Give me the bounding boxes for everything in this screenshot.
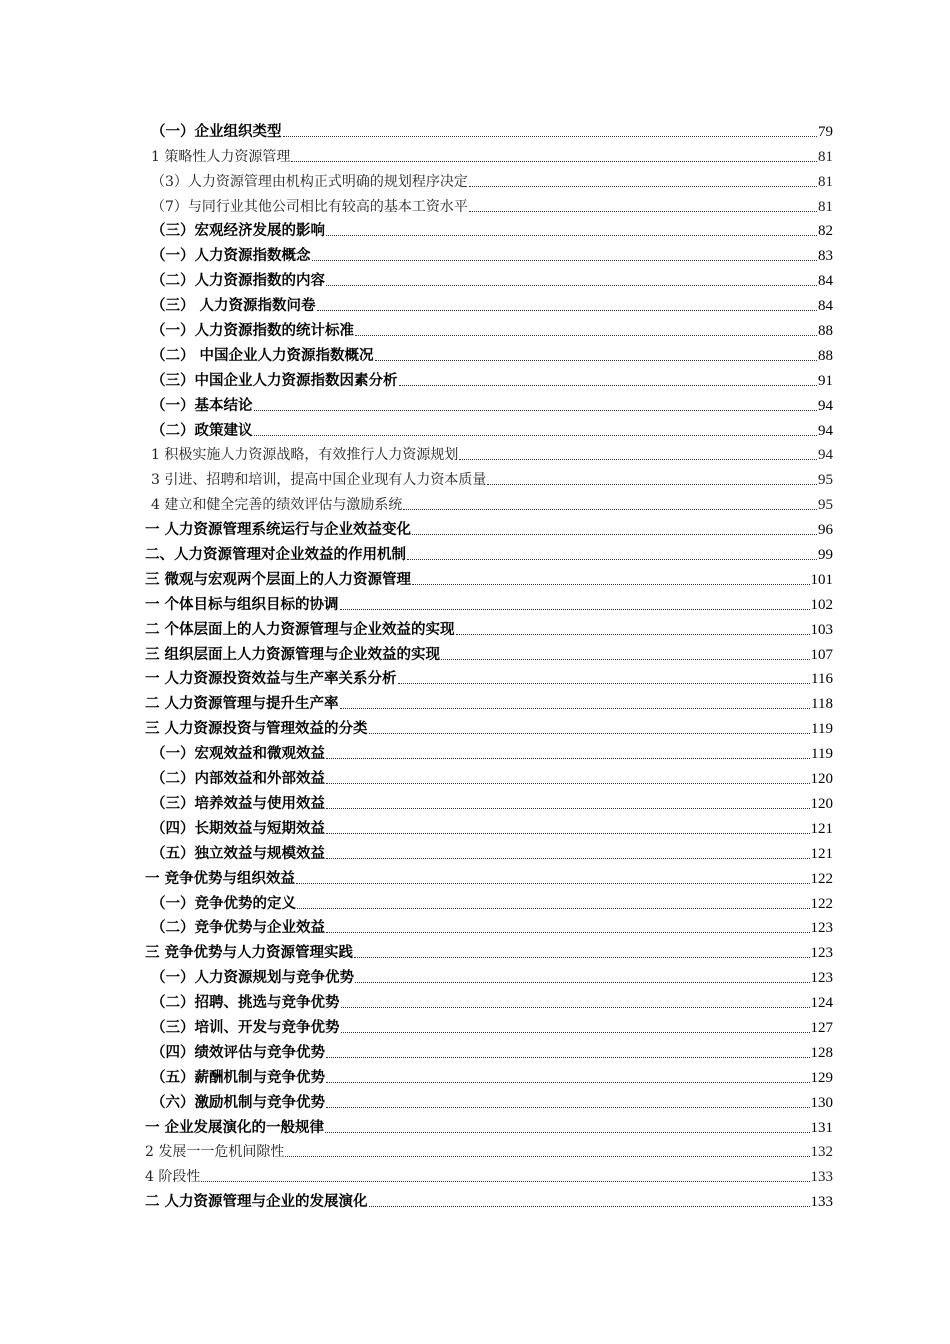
toc-entry-label: 2 发展一一危机间隙性 bbox=[145, 1144, 285, 1161]
toc-dot-leader bbox=[375, 360, 817, 361]
toc-dot-leader bbox=[354, 957, 809, 958]
toc-entry-page-number: 119 bbox=[811, 721, 833, 738]
toc-entry-page-number: 101 bbox=[810, 571, 833, 588]
toc-dot-leader bbox=[469, 211, 817, 212]
toc-entry-page-number: 130 bbox=[810, 1094, 833, 1111]
toc-dot-leader bbox=[326, 932, 810, 933]
toc-entry-page-number: 123 bbox=[810, 945, 833, 962]
toc-entry-page-number: 83 bbox=[818, 248, 833, 265]
toc-dot-leader bbox=[403, 509, 817, 510]
toc-entry[interactable] bbox=[145, 937, 833, 962]
toc-entry-page-number: 122 bbox=[810, 870, 833, 887]
toc-dot-leader bbox=[355, 982, 810, 983]
toc-entry-label: 三 组织层面上人力资源管理与企业效益的实现 bbox=[145, 646, 441, 663]
toc-entry-page-number: 81 bbox=[818, 173, 833, 190]
toc-entry[interactable] bbox=[145, 390, 833, 415]
toc-entry-page-number: 103 bbox=[810, 621, 833, 638]
toc-entry-label: 三 人力资源投资与管理效益的分类 bbox=[145, 721, 368, 738]
toc-dot-leader bbox=[297, 908, 810, 909]
toc-entry-page-number: 94 bbox=[818, 447, 833, 464]
toc-entry-page-number: 107 bbox=[810, 646, 833, 663]
toc-entry-label: （一）人力资源指数概念 bbox=[151, 248, 311, 265]
toc-entry-label: （五）薪酬机制与竞争优势 bbox=[151, 1069, 325, 1086]
toc-entry-label: 三 微观与宏观两个层面上的人力资源管理 bbox=[145, 571, 412, 588]
toc-entry-label: 4 建立和健全完善的绩效评估与激励系统 bbox=[151, 497, 403, 514]
toc-entry-page-number: 102 bbox=[810, 596, 833, 613]
toc-entry-label: （二）政策建议 bbox=[151, 422, 253, 439]
toc-dot-leader bbox=[369, 1206, 810, 1207]
toc-entry-page-number: 129 bbox=[810, 1069, 833, 1086]
toc-entry-page-number: 88 bbox=[818, 347, 833, 364]
toc-entry-page-number: 132 bbox=[810, 1144, 833, 1161]
toc-dot-leader bbox=[326, 235, 817, 236]
toc-entry[interactable] bbox=[145, 315, 833, 340]
toc-entry-page-number: 120 bbox=[810, 795, 833, 812]
toc-entry-page-number: 94 bbox=[818, 397, 833, 414]
toc-entry[interactable] bbox=[145, 788, 833, 813]
toc-entry[interactable] bbox=[145, 1137, 833, 1162]
toc-entry-label: 一 个体目标与组织目标的协调 bbox=[145, 596, 339, 613]
toc-entry[interactable] bbox=[145, 838, 833, 863]
toc-entry-page-number: 84 bbox=[818, 273, 833, 290]
toc-dot-leader bbox=[399, 385, 818, 386]
toc-dot-leader bbox=[254, 435, 818, 436]
toc-dot-leader bbox=[285, 1156, 809, 1157]
toc-entry[interactable] bbox=[145, 863, 833, 888]
toc-entry[interactable] bbox=[145, 664, 833, 689]
toc-entry[interactable] bbox=[145, 1112, 833, 1137]
toc-entry-label: （一）竞争优势的定义 bbox=[151, 895, 296, 912]
toc-dot-leader bbox=[326, 285, 817, 286]
toc-dot-leader bbox=[254, 410, 818, 411]
toc-entry[interactable] bbox=[145, 589, 833, 614]
toc-entry[interactable] bbox=[145, 1037, 833, 1062]
toc-entry[interactable] bbox=[145, 191, 833, 216]
toc-entry[interactable] bbox=[145, 639, 833, 664]
toc-entry-label: （二）内部效益和外部效益 bbox=[151, 771, 325, 788]
toc-entry-label: （三）宏观经济发展的影响 bbox=[151, 223, 325, 240]
toc-entry-page-number: 88 bbox=[818, 323, 833, 340]
toc-dot-leader bbox=[340, 609, 810, 610]
toc-entry-label: （四）长期效益与短期效益 bbox=[151, 820, 325, 837]
toc-dot-leader bbox=[326, 1057, 810, 1058]
toc-entry[interactable] bbox=[145, 539, 833, 564]
toc-entry-label: （3）人力资源管理由机构正式明确的规划程序决定 bbox=[151, 173, 468, 190]
toc-dot-leader bbox=[487, 484, 817, 485]
toc-entry-label: 1 策略性人力资源管理 bbox=[151, 148, 291, 165]
toc-dot-leader bbox=[341, 1032, 810, 1033]
toc-dot-leader bbox=[326, 833, 810, 834]
toc-entry[interactable] bbox=[145, 614, 833, 639]
toc-entry[interactable] bbox=[145, 116, 833, 141]
toc-dot-leader bbox=[469, 186, 817, 187]
toc-entry-label: （五）独立效益与规模效益 bbox=[151, 845, 325, 862]
toc-entry-label: （三） 人力资源指数问卷 bbox=[151, 298, 316, 315]
toc-entry[interactable] bbox=[145, 564, 833, 589]
toc-entry-page-number: 91 bbox=[818, 372, 833, 389]
toc-dot-leader bbox=[459, 459, 817, 460]
toc-entry[interactable] bbox=[145, 1161, 833, 1186]
toc-entry[interactable] bbox=[145, 888, 833, 913]
toc-entry[interactable] bbox=[145, 340, 833, 365]
toc-entry-page-number: 133 bbox=[810, 1194, 833, 1211]
toc-entry-page-number: 118 bbox=[811, 696, 833, 713]
toc-dot-leader bbox=[326, 783, 810, 784]
toc-entry-label: （一）人力资源指数的统计标准 bbox=[151, 323, 354, 340]
toc-dot-leader bbox=[412, 584, 809, 585]
toc-entry[interactable] bbox=[145, 962, 833, 987]
toc-entry[interactable] bbox=[145, 1062, 833, 1087]
toc-dot-leader bbox=[296, 883, 809, 884]
toc-entry-label: （三）培养效益与使用效益 bbox=[151, 795, 325, 812]
toc-entry-label: 二 人力资源管理与提升生产率 bbox=[145, 696, 339, 713]
toc-dot-leader bbox=[312, 260, 818, 261]
toc-entry-page-number: 95 bbox=[818, 497, 833, 514]
toc-dot-leader bbox=[441, 659, 809, 660]
toc-entry-page-number: 99 bbox=[818, 547, 833, 564]
toc-dot-leader bbox=[326, 808, 810, 809]
toc-entry-page-number: 116 bbox=[811, 671, 833, 688]
toc-entry-label: （一）企业组织类型 bbox=[151, 123, 282, 140]
toc-entry-page-number: 128 bbox=[810, 1044, 833, 1061]
toc-dot-leader bbox=[355, 335, 817, 336]
toc-entry-page-number: 127 bbox=[810, 1019, 833, 1036]
toc-entry-label: （一）宏观效益和微观效益 bbox=[151, 746, 325, 763]
toc-dot-leader bbox=[326, 758, 810, 759]
toc-dot-leader bbox=[326, 1082, 810, 1083]
toc-entry[interactable] bbox=[145, 265, 833, 290]
toc-entry[interactable] bbox=[145, 987, 833, 1012]
toc-dot-leader bbox=[317, 310, 817, 311]
toc-entry[interactable] bbox=[145, 763, 833, 788]
toc-entry[interactable] bbox=[145, 365, 833, 390]
toc-entry[interactable] bbox=[145, 216, 833, 241]
toc-entry[interactable] bbox=[145, 1087, 833, 1112]
toc-entry-page-number: 95 bbox=[818, 472, 833, 489]
toc-entry-label: （一）人力资源规划与竞争优势 bbox=[151, 970, 354, 987]
toc-entry[interactable] bbox=[145, 464, 833, 489]
toc-entry[interactable] bbox=[145, 514, 833, 539]
toc-dot-leader bbox=[283, 136, 818, 137]
table-of-contents bbox=[145, 116, 833, 1211]
toc-entry-label: 二、人力资源管理对企业效益的作用机制 bbox=[145, 547, 406, 564]
toc-entry[interactable] bbox=[145, 738, 833, 763]
toc-entry[interactable] bbox=[145, 240, 833, 265]
toc-entry[interactable] bbox=[145, 1012, 833, 1037]
toc-entry-page-number: 133 bbox=[810, 1169, 833, 1186]
toc-entry-label: 三 竞争优势与人力资源管理实践 bbox=[145, 945, 354, 962]
toc-dot-leader bbox=[456, 634, 810, 635]
toc-entry-page-number: 123 bbox=[810, 920, 833, 937]
toc-entry-page-number: 124 bbox=[810, 995, 833, 1012]
toc-entry-label: （二） 中国企业人力资源指数概况 bbox=[151, 347, 374, 364]
toc-entry[interactable] bbox=[145, 415, 833, 440]
toc-dot-leader bbox=[325, 1132, 809, 1133]
toc-entry-label: （二）人力资源指数的内容 bbox=[151, 273, 325, 290]
toc-entry-label: 一 企业发展演化的一般规律 bbox=[145, 1119, 325, 1136]
toc-entry[interactable] bbox=[145, 813, 833, 838]
toc-entry-page-number: 120 bbox=[810, 771, 833, 788]
toc-entry[interactable] bbox=[145, 166, 833, 191]
toc-entry-page-number: 122 bbox=[810, 895, 833, 912]
toc-entry[interactable] bbox=[145, 290, 833, 315]
toc-entry-label: 1 积极实施人力资源战略，有效推行人力资源规划 bbox=[151, 447, 459, 464]
toc-entry-page-number: 119 bbox=[811, 746, 833, 763]
toc-dot-leader bbox=[326, 858, 810, 859]
toc-entry[interactable] bbox=[145, 913, 833, 938]
toc-entry[interactable] bbox=[145, 489, 833, 514]
toc-entry-page-number: 121 bbox=[810, 820, 833, 837]
toc-dot-leader bbox=[291, 161, 817, 162]
toc-entry-page-number: 121 bbox=[810, 845, 833, 862]
toc-entry[interactable] bbox=[145, 440, 833, 465]
toc-entry-page-number: 94 bbox=[818, 422, 833, 439]
toc-entry-page-number: 123 bbox=[810, 970, 833, 987]
toc-dot-leader bbox=[407, 559, 817, 560]
toc-entry-label: （三）培训、开发与竞争优势 bbox=[151, 1019, 340, 1036]
toc-dot-leader bbox=[201, 1181, 809, 1182]
toc-entry-page-number: 131 bbox=[810, 1119, 833, 1136]
toc-entry-label: 4 阶段性 bbox=[145, 1169, 201, 1186]
toc-entry-label: 二 人力资源管理与企业的发展演化 bbox=[145, 1194, 368, 1211]
toc-entry-label: （7）与同行业其他公司相比有较高的基本工资水平 bbox=[151, 198, 468, 215]
toc-entry-label: （二）招聘、挑选与竞争优势 bbox=[151, 995, 340, 1012]
toc-entry[interactable] bbox=[145, 688, 833, 713]
toc-dot-leader bbox=[326, 1107, 810, 1108]
toc-entry-page-number: 96 bbox=[818, 522, 833, 539]
toc-entry[interactable] bbox=[145, 1186, 833, 1211]
toc-dot-leader bbox=[398, 683, 811, 684]
toc-entry-label: （三）中国企业人力资源指数因素分析 bbox=[151, 372, 398, 389]
toc-entry-page-number: 84 bbox=[818, 298, 833, 315]
toc-entry-label: 3 引进、招聘和培训，提高中国企业现有人力资本质量 bbox=[151, 472, 487, 489]
toc-entry-label: （四）绩效评估与竞争优势 bbox=[151, 1044, 325, 1061]
toc-entry-label: 一 竞争优势与组织效益 bbox=[145, 870, 296, 887]
toc-dot-leader bbox=[412, 534, 817, 535]
toc-entry-label: 一 人力资源投资效益与生产率关系分析 bbox=[145, 671, 397, 688]
toc-entry-page-number: 81 bbox=[818, 198, 833, 215]
toc-entry-label: （二）竞争优势与企业效益 bbox=[151, 920, 325, 937]
toc-dot-leader bbox=[341, 1007, 810, 1008]
toc-entry-label: 二 个体层面上的人力资源管理与企业效益的实现 bbox=[145, 621, 455, 638]
toc-entry-page-number: 82 bbox=[818, 223, 833, 240]
toc-dot-leader bbox=[369, 733, 811, 734]
toc-entry[interactable] bbox=[145, 141, 833, 166]
toc-entry-label: （六）激励机制与竞争优势 bbox=[151, 1094, 325, 1111]
toc-entry-page-number: 81 bbox=[818, 148, 833, 165]
toc-entry-label: 一 人力资源管理系统运行与企业效益变化 bbox=[145, 522, 412, 539]
toc-dot-leader bbox=[340, 708, 810, 709]
toc-entry[interactable] bbox=[145, 713, 833, 738]
toc-entry-page-number: 79 bbox=[818, 123, 833, 140]
toc-entry-label: （一）基本结论 bbox=[151, 397, 253, 414]
